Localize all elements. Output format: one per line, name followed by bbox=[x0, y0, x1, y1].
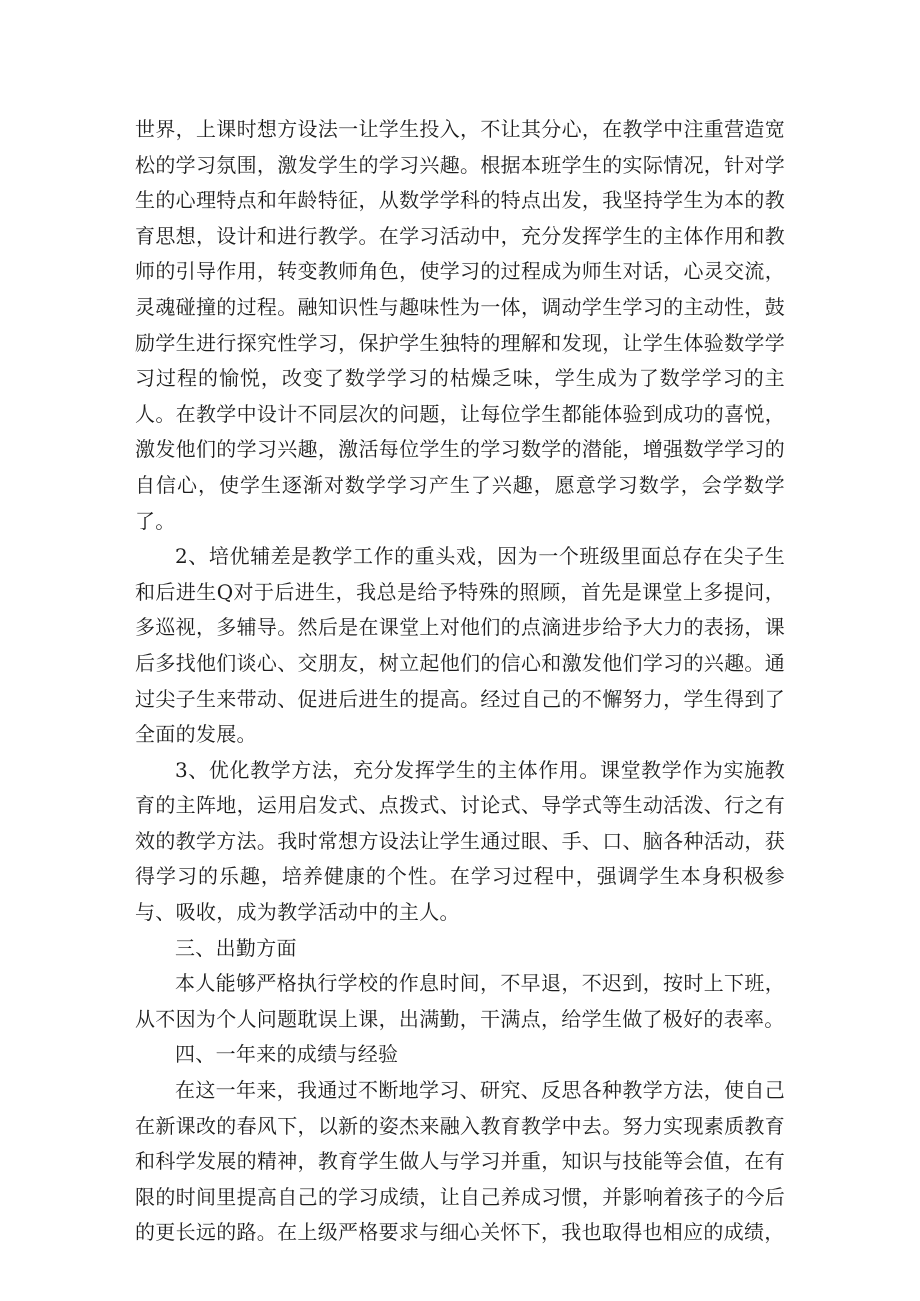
paragraph-1: 世界，上课时想方设法一让学生投入，不让其分心，在教学中注重营造宽松的学习氛围，激发学生的学习兴趣。根据本班学生的实际情况，针对学生的心理特点和年龄特征，从数学学科的特点出发，我坚持学生为本的教育思想，设计和进行教学。在学习活动中，充分发挥学生的主体作用和教师的引导作用，转变教师角色，使学习的过程成为师生对话，心灵交流，灵魂碰撞的过程。融知识性与趣味性为一体，调动学生学习的主动性，鼓励学生进行探究性学习，保护学生独特的理解和发现，让学生体验数学学习过程的愉悦，改变了数学学习的枯燥乏味，学生成为了数学学习的主人。在教学中设计不同层次的问题，让每位学生都能体验到成功的喜悦，激发他们的学习兴趣，激活每位学生的学习数学的潜能，增强数学学习的自信心，使学生逐渐对数学学习产生了兴趣，愿意学习数学，会学数学了。 bbox=[135, 117, 785, 533]
section-heading-achievements: 四、一年来的成绩与经验 bbox=[175, 1042, 399, 1067]
document-body bbox=[135, 112, 785, 1251]
paragraph-2: 2、培优辅差是教学工作的重头戏，因为一个班级里面总存在尖子生和后进生Q对于后进生，我总是给予特殊的照顾，首先是课堂上多提问，多巡视，多辅导。然后是在课堂上对他们的点滴进步给予大力的表扬，课后多找他们谈心、交朋友，树立起他们的信心和激发他们学习的兴趣。通过尖子生来带动、促进后进生的提高。经过自己的不懈努力，学生得到了全面的发展。 bbox=[135, 544, 785, 747]
section-heading-attendance: 三、出勤方面 bbox=[175, 935, 297, 960]
paragraph-3: 3、优化教学方法，充分发挥学生的主体作用。课堂教学作为实施教育的主阵地，运用启发式、点拨式、讨论式、导学式等生动活泼、行之有效的教学方法。我时常想方设法让学生通过眼、手、口、脑各种活动，获得学习的乐趣，培养健康的个性。在学习过程中，强调学生本身积极参与、吸收，成为教学活动中的主人。 bbox=[135, 757, 785, 925]
paragraph-5: 在这一年来，我通过不断地学习、研究、反思各种教学方法，使自己在新课改的春风下，以新的姿杰来融入教育教学中去。努力实现素质教育和科学发展的精神，教育学生做人与学习并重，知识与技能等会值，在有限的时间里提高自己的学习成绩，让自己养成习惯，并影响着孩子的今后的更长远的路。在上级严格要求与细心关怀下，我也取得也相应的成绩， bbox=[135, 1078, 785, 1245]
paragraph-4: 本人能够严格执行学校的作息时间，不早退，不迟到，按时上下班，从不因为个人问题耽误上课，出满勤，干满点，给学生做了极好的表率。 bbox=[135, 971, 785, 1031]
